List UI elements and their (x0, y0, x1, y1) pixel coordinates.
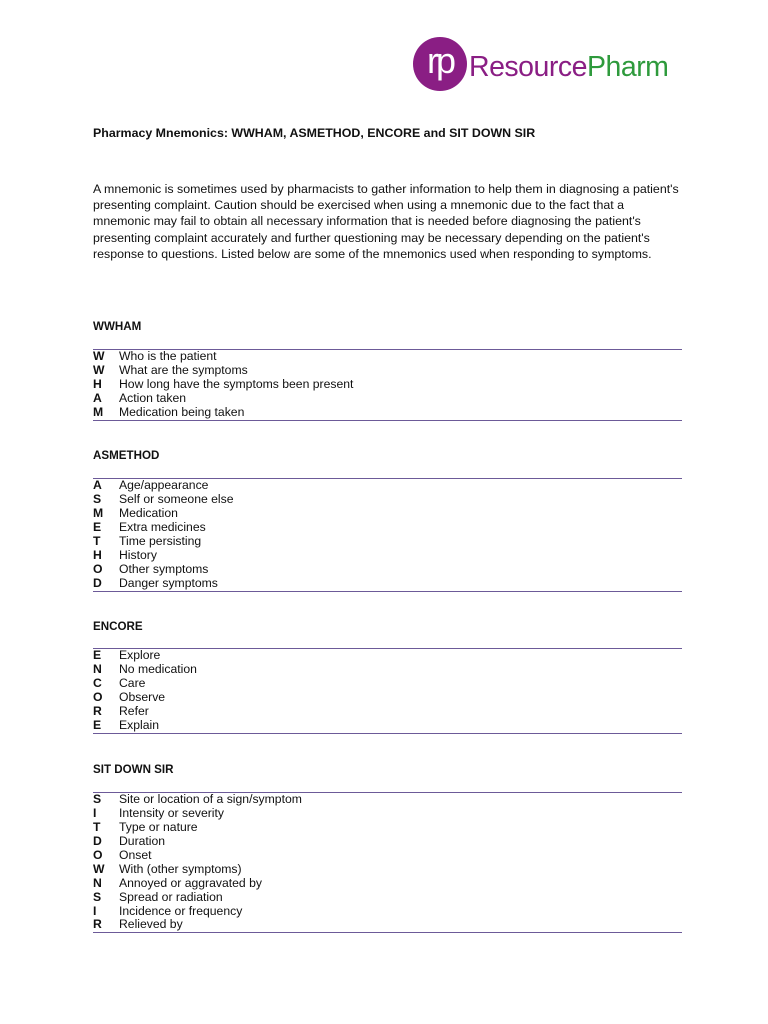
mnemonic-letter: T (93, 533, 101, 548)
mnemonic-text: Spread or radiation (119, 889, 223, 904)
mnemonic-text: Self or someone else (119, 491, 234, 506)
intro-paragraph: A mnemonic is sometimes used by pharmacists to gather information to help them in diagnosing a patient's presenting complaint. Caution should be exercised when using a mnemonic due to the fact that a mnemonic may fail to obtain all necessary information that is needed before diagnosing the patient's presenting complaint accurately and further questioning may be necessary depending on the patient's response to questions. Listed below are some of the mnemonics used when responding to symptoms. (93, 182, 679, 261)
mnemonic-letter: H (93, 376, 102, 391)
mnemonic-text: Relieved by (119, 917, 183, 932)
mnemonic-text: Age/appearance (119, 478, 209, 492)
mnemonic-item (93, 835, 682, 849)
mnemonic-text: Onset (119, 847, 152, 862)
mnemonic-text: Action taken (119, 390, 187, 405)
section-bottom-rule (93, 420, 682, 421)
mnemonic-letter: M (93, 505, 104, 520)
mnemonic-letter: A (93, 390, 102, 405)
mnemonic-letter: I (93, 805, 97, 820)
mnemonic-letter: H (93, 547, 102, 562)
mnemonic-item (93, 705, 682, 719)
mnemonic-letter: E (93, 717, 102, 732)
mnemonic-text: Who is the patient (119, 349, 217, 363)
mnemonic-text: Other symptoms (119, 561, 209, 576)
section-bottom-rule (93, 733, 682, 734)
section-asmethod (93, 449, 682, 592)
mnemonic-list (93, 479, 682, 591)
mnemonic-text: With (other symptoms) (119, 861, 242, 876)
mnemonic-text: Explain (119, 717, 159, 732)
mnemonic-item (93, 891, 682, 905)
mnemonic-item (93, 677, 682, 691)
mnemonic-list (93, 350, 682, 420)
mnemonic-text: Medication (119, 505, 178, 520)
section-heading: SIT DOWN SIR (93, 763, 174, 776)
mnemonic-letter: N (93, 875, 102, 890)
mnemonic-list (93, 793, 682, 932)
mnemonic-list (93, 649, 682, 733)
mnemonic-item (93, 821, 682, 835)
section-bottom-rule (93, 932, 682, 933)
mnemonic-item (93, 691, 682, 705)
section-wwham (93, 320, 682, 421)
mnemonic-item (93, 535, 682, 549)
mnemonic-item (93, 577, 682, 591)
mnemonic-item (93, 849, 682, 863)
section-heading: WWHAM (93, 320, 142, 333)
mnemonic-item (93, 521, 682, 535)
mnemonic-item (93, 863, 682, 877)
mnemonic-text: What are the symptoms (119, 362, 248, 377)
mnemonic-item (93, 364, 682, 378)
mnemonic-text: Medication being taken (119, 404, 245, 419)
mnemonic-item (93, 918, 682, 932)
mnemonic-letter: D (93, 833, 102, 848)
mnemonic-text: History (119, 547, 157, 562)
mnemonic-letter: T (93, 819, 101, 834)
mnemonic-text: Site or location of a sign/symptom (119, 792, 302, 806)
mnemonic-item (93, 563, 682, 577)
mnemonic-text: Refer (119, 703, 149, 718)
mnemonic-letter: S (93, 889, 102, 904)
mnemonic-item (93, 905, 682, 919)
mnemonic-letter: W (93, 349, 105, 363)
logo-wordmark-part1: Resource (469, 50, 587, 83)
section-bottom-rule (93, 591, 682, 592)
mnemonic-letter: W (93, 362, 105, 377)
section-heading: ASMETHOD (93, 449, 160, 462)
mnemonic-item (93, 479, 682, 493)
mnemonic-letter: C (93, 675, 102, 690)
mnemonic-text: Time persisting (119, 533, 202, 548)
mnemonic-text: Care (119, 675, 146, 690)
mnemonic-text: Type or nature (119, 819, 198, 834)
mnemonic-letter: O (93, 561, 103, 576)
mnemonic-text: How long have the symptoms been present (119, 376, 354, 391)
logo-monogram: rp (413, 37, 467, 91)
mnemonic-text: Intensity or severity (119, 805, 224, 820)
mnemonic-item (93, 649, 682, 663)
mnemonic-letter: I (93, 903, 97, 918)
mnemonic-text: Observe (119, 689, 166, 704)
mnemonic-item (93, 378, 682, 392)
mnemonic-item (93, 807, 682, 821)
mnemonic-letter: O (93, 847, 103, 862)
resourcepharm-logo (413, 36, 668, 92)
section-heading: ENCORE (93, 620, 143, 633)
mnemonic-text: Duration (119, 833, 166, 848)
mnemonic-letter: S (93, 491, 102, 506)
mnemonic-letter: N (93, 661, 102, 676)
logo-wordmark (469, 47, 668, 82)
mnemonic-item (93, 663, 682, 677)
mnemonic-letter: D (93, 575, 102, 590)
logo-wordmark-part2: Pharm (586, 50, 669, 83)
mnemonic-text: Extra medicines (119, 519, 206, 534)
mnemonic-item (93, 406, 682, 420)
mnemonic-item (93, 350, 682, 364)
mnemonic-item (93, 719, 682, 733)
mnemonic-letter: E (93, 648, 102, 662)
mnemonic-text: Explore (119, 648, 161, 662)
mnemonic-letter: R (93, 703, 102, 718)
mnemonic-letter: A (93, 478, 102, 492)
mnemonic-text: Incidence or frequency (119, 903, 243, 918)
mnemonic-letter: M (93, 404, 104, 419)
mnemonic-letter: O (93, 689, 103, 704)
mnemonic-text: Danger symptoms (119, 575, 218, 590)
mnemonic-item (93, 493, 682, 507)
mnemonic-item (93, 392, 682, 406)
section-encore (93, 620, 682, 734)
section-sit-down-sir (93, 763, 682, 933)
mnemonic-letter: R (93, 917, 102, 932)
mnemonic-letter: S (93, 792, 102, 806)
mnemonic-item (93, 793, 682, 807)
mnemonic-text: No medication (119, 661, 197, 676)
mnemonic-letter: E (93, 519, 102, 534)
mnemonic-letter: W (93, 861, 105, 876)
mnemonic-text: Annoyed or aggravated by (119, 875, 262, 890)
mnemonic-item (93, 549, 682, 563)
mnemonic-item (93, 507, 682, 521)
mnemonic-item (93, 877, 682, 891)
document-title: Pharmacy Mnemonics: WWHAM, ASMETHOD, ENCORE and SIT DOWN SIR (93, 126, 536, 140)
